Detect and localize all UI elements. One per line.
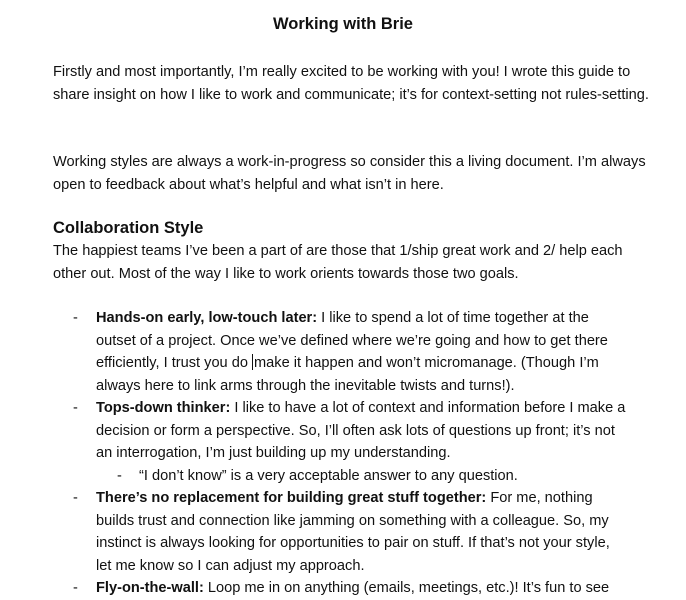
collaboration-intro-paragraph: The happiest teams I’ve been a part of are those that 1/ship great work and 2/ help each other out. Most of the way I like to work orients towards those two goals. <box>53 243 623 282</box>
intro-paragraph: Firstly and most importantly, I’m really excited to be working with you! I wrote this guide to share insight on how I like to work and communicate; it’s for context-setting not rules-setting. <box>53 64 649 103</box>
bullet-dash: - <box>73 580 78 596</box>
bullet-dash: - <box>73 490 78 506</box>
item-text: Loop me in on anything (emails, meetings, etc.)! It’s fun to see <box>203 580 610 596</box>
living-document-paragraph: Working styles are always a work-in-progress so consider this a living document. I’m always open to feedback about what’s helpful and what isn’t in here. <box>53 154 646 193</box>
bullet-dash: - <box>73 310 78 326</box>
list-item-hands-on <box>0 307 628 397</box>
list-item-fly-on-the-wall <box>0 577 628 600</box>
document-title: Working with Brie <box>273 15 413 33</box>
sub-bullet-dash: - <box>117 467 122 484</box>
sub-item-text: “I don’t know” is a very acceptable answer to any question. <box>139 467 518 484</box>
sub-list-item-i-dont-know <box>0 465 619 488</box>
item-label: Tops-down thinker: <box>96 400 231 416</box>
collaboration-bullet-list <box>0 307 686 600</box>
item-text: I like to have a lot of context and information before I make a decision or form a perspective. So, I’ll often ask lots of questions up front; it’s not an interrogation, I’m just building up my understanding. <box>96 400 626 461</box>
item-text-continued: make it happen and won’t micromanage. (Though I’m always here to link arms through the inevitable twists and turns!). <box>96 355 599 394</box>
text-cursor <box>252 354 253 370</box>
item-text: For me, nothing builds trust and connection like jamming on something with a colleague. So, my instinct is always looking for opportunities to pair on stuff. If that’s not your style, let me know so I can adjust my approach. <box>96 490 610 574</box>
collaboration-style-heading: Collaboration Style <box>53 219 204 237</box>
item-label: Fly-on-the-wall: <box>96 580 204 596</box>
list-item-tops-down <box>0 397 628 465</box>
bullet-dash: - <box>73 400 78 416</box>
item-text: I like to spend a lot of time together at the outset of a project. Once we’ve defined where we’re going and how to get there efficiently, I trust you do <box>96 310 608 371</box>
list-item-building-together <box>0 487 628 577</box>
item-label: Hands-on early, low-touch later: <box>96 310 318 326</box>
item-label: There’s no replacement for building great stuff together: <box>96 490 487 506</box>
